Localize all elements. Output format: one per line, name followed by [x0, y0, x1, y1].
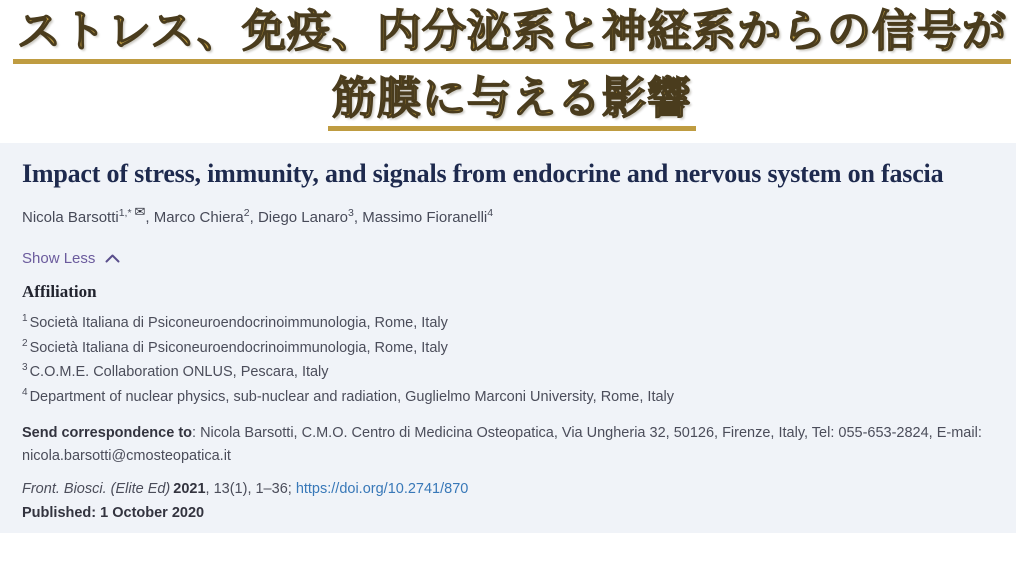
author-name: Marco Chiera	[153, 209, 244, 226]
author-name: Nicola Barsotti	[22, 209, 119, 226]
japanese-title-line1: ストレス、免疫、内分泌系と神経系からの信号が	[13, 6, 1011, 64]
author-separator: ,	[353, 209, 363, 226]
affiliation-text: C.O.M.E. Collaboration ONLUS, Pescara, Italy	[29, 364, 329, 380]
author-affiliation-marker: 4	[487, 207, 494, 219]
affiliation-item	[22, 360, 986, 385]
affiliation-marker: 1	[22, 313, 28, 325]
banner	[0, 0, 1024, 143]
affiliation-text: Società Italiana di Psiconeuroendocrinoimmunologia, Rome, Italy	[29, 339, 448, 356]
email-icon[interactable]: ✉	[134, 204, 146, 219]
author-affiliation-marker: 1,*	[118, 207, 135, 219]
japanese-title-line2: 筋膜に与える影響	[328, 73, 696, 131]
published-date: Published: 1 October 2020	[22, 505, 205, 521]
affiliation-marker: 2	[22, 337, 28, 349]
journal-name: Front. Biosci. (Elite Ed)	[22, 481, 171, 497]
citation-detail: , 13(1), 1–36;	[205, 481, 296, 497]
author-list	[22, 204, 986, 226]
author-affiliation-marker: 3	[348, 207, 354, 219]
show-less-toggle[interactable]	[22, 250, 120, 267]
affiliation-text: Società Italiana di Psiconeuroendocrinoimmunologia, Rome, Italy	[29, 315, 448, 331]
affiliation-marker: 3	[22, 362, 28, 374]
show-less-label: Show Less	[22, 250, 96, 267]
chevron-up-icon	[105, 250, 120, 267]
author-name: Massimo Fioranelli	[362, 209, 488, 226]
page-title: Impact of stress, immunity, and signals from endocrine and nervous system on fascia	[22, 159, 944, 188]
author-name: Diego Lanaro	[257, 209, 349, 226]
author-separator: ,	[249, 209, 258, 226]
affiliation-text: Department of nuclear physics, sub-nuclear and radiation, Guglielmo Marconi University, Rome, Italy	[29, 388, 675, 405]
article-header-panel	[0, 143, 1016, 533]
correspondence-label: Send correspondence to	[22, 425, 193, 441]
affiliation-item	[22, 311, 986, 336]
correspondence-text: : Nicola Barsotti, C.M.O. Centro di Medicina Osteopatica, Via Ungheria 32, 50126, Firenze, Italy, Tel: 055-653-2824, E-mail: nicola.barsotti@cmosteopatica.it	[22, 425, 982, 464]
citation-line	[22, 481, 986, 497]
doi-link[interactable]: https://doi.org/10.2741/870	[295, 481, 469, 497]
author-separator: ,	[145, 209, 154, 226]
affiliation-marker: 4	[22, 386, 28, 398]
author-affiliation-marker: 2	[243, 207, 250, 219]
citation-year: 2021	[173, 481, 206, 497]
affiliation-item	[22, 385, 986, 410]
affiliation-item	[22, 336, 986, 361]
affiliation-heading: Affiliation	[22, 282, 97, 301]
correspondence-block	[22, 422, 986, 468]
